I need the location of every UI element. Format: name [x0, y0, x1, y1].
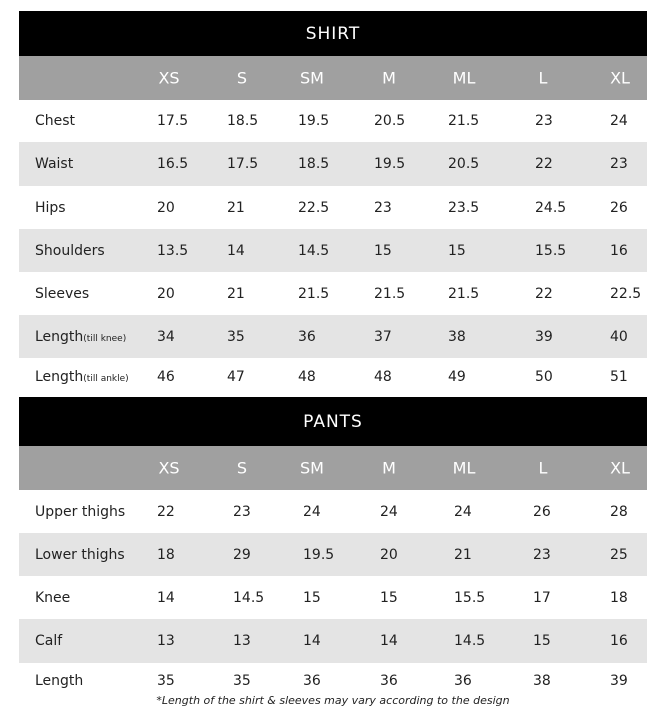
- row-label-text: Chest: [35, 113, 76, 129]
- table-cell: 14.5: [298, 242, 330, 259]
- table-cell: 15: [380, 589, 398, 606]
- shirt-size-table: [19, 11, 647, 395]
- table-cell: 17.5: [157, 113, 189, 129]
- table-cell: 19.5: [298, 113, 330, 129]
- table-cell: 20: [157, 199, 175, 216]
- table-cell: 14: [157, 589, 175, 606]
- table-row: [19, 533, 647, 576]
- table-cell: 14: [227, 242, 245, 259]
- table-cell: 28: [610, 503, 628, 520]
- shirt-size-header: [19, 56, 647, 100]
- table-cell: 22.5: [610, 285, 642, 302]
- table-cell: 14: [303, 633, 321, 649]
- table-row: [19, 229, 647, 272]
- pants-rows: [19, 490, 647, 699]
- table-cell: 23: [374, 199, 392, 216]
- table-cell: 46: [157, 368, 175, 385]
- row-label: [35, 113, 75, 129]
- shirt-size-sm: SM: [300, 68, 324, 88]
- table-cell: 35: [227, 328, 245, 345]
- table-cell: 13: [233, 633, 251, 649]
- table-cell: 38: [448, 328, 466, 345]
- row-label: [35, 369, 129, 385]
- table-cell: 26: [610, 199, 628, 216]
- pants-size-table: [19, 397, 647, 699]
- row-label-text: Lower thighs: [35, 546, 125, 563]
- table-cell: 18: [157, 546, 175, 563]
- table-cell: 13.5: [157, 242, 189, 259]
- table-cell: 48: [374, 368, 392, 385]
- row-label-text: Length: [35, 368, 84, 385]
- row-label: [35, 547, 125, 563]
- pants-size-l: L: [538, 458, 548, 478]
- pants-size-header: [19, 446, 647, 490]
- table-cell: 14.5: [454, 633, 486, 649]
- table-cell: 19.5: [374, 156, 406, 172]
- table-cell: 14: [380, 633, 398, 649]
- pants-title: PANTS: [303, 411, 363, 432]
- table-cell: 35: [233, 673, 251, 689]
- table-cell: 36: [454, 673, 472, 689]
- table-cell: 34: [157, 328, 175, 345]
- row-label-text: Calf: [35, 633, 63, 649]
- table-cell: 51: [610, 368, 628, 385]
- table-cell: 23: [233, 503, 251, 520]
- table-cell: 16.5: [157, 156, 189, 172]
- table-cell: 15: [374, 242, 392, 259]
- table-cell: 36: [380, 673, 398, 689]
- table-row: [19, 619, 647, 663]
- pants-size-sm: SM: [300, 458, 324, 478]
- row-label: [35, 286, 89, 302]
- table-cell: 21.5: [448, 113, 480, 129]
- table-cell: 13: [157, 633, 175, 649]
- table-cell: 21.5: [448, 285, 480, 302]
- table-cell: 24.5: [535, 199, 567, 216]
- table-cell: 20: [380, 546, 398, 563]
- table-cell: 18.5: [227, 113, 259, 129]
- row-label-text: Waist: [35, 156, 74, 172]
- table-cell: 21.5: [298, 285, 330, 302]
- table-cell: 24: [380, 503, 398, 520]
- row-label-text: Shoulders: [35, 242, 105, 259]
- row-label-text: Length: [35, 673, 84, 689]
- table-cell: 36: [298, 328, 316, 345]
- table-cell: 24: [610, 113, 628, 129]
- table-cell: 23: [535, 113, 553, 129]
- table-cell: 15: [533, 633, 551, 649]
- pants-size-xs: XS: [158, 458, 180, 478]
- table-cell: 47: [227, 368, 245, 385]
- table-cell: 22: [535, 156, 553, 172]
- table-cell: 18.5: [298, 156, 330, 172]
- table-cell: 21: [227, 199, 245, 216]
- row-label: [35, 329, 126, 345]
- row-label-text: Knee: [35, 589, 71, 606]
- table-cell: 20: [157, 285, 175, 302]
- table-cell: 37: [374, 328, 392, 345]
- table-cell: 21.5: [374, 285, 406, 302]
- table-cell: 48: [298, 368, 316, 385]
- shirt-rows: [19, 100, 647, 395]
- table-cell: 36: [303, 673, 321, 689]
- table-cell: 18: [610, 589, 628, 606]
- row-label: [35, 504, 125, 520]
- row-label: [35, 590, 70, 606]
- row-label-suffix: (till knee): [83, 333, 127, 344]
- table-row: [19, 100, 647, 142]
- table-cell: 23.5: [448, 199, 480, 216]
- table-row: [19, 272, 647, 315]
- shirt-size-s: S: [236, 68, 248, 88]
- pants-size-m: M: [382, 458, 396, 478]
- table-cell: 15.5: [454, 589, 486, 606]
- shirt-size-l: L: [538, 68, 548, 88]
- table-cell: 16: [610, 633, 628, 649]
- table-cell: 35: [157, 673, 175, 689]
- table-cell: 15: [303, 589, 321, 606]
- shirt-size-ml: ML: [452, 68, 476, 88]
- row-label: [35, 156, 73, 172]
- shirt-size-xl: XL: [610, 68, 630, 88]
- table-cell: 16: [610, 242, 628, 259]
- table-row: [19, 490, 647, 533]
- table-cell: 17: [533, 589, 551, 606]
- table-cell: 22: [157, 503, 175, 520]
- table-cell: 17.5: [227, 156, 259, 172]
- table-cell: 21: [227, 285, 245, 302]
- table-cell: 15.5: [535, 242, 567, 259]
- table-cell: 24: [454, 503, 472, 520]
- row-label-text: Upper thighs: [35, 503, 126, 520]
- table-cell: 20.5: [374, 113, 406, 129]
- table-cell: 21: [454, 546, 472, 563]
- pants-size-xl: XL: [610, 458, 630, 478]
- shirt-title-bar: [19, 11, 647, 56]
- table-row: [19, 142, 647, 186]
- table-cell: 20.5: [448, 156, 480, 172]
- table-cell: 40: [610, 328, 628, 345]
- shirt-size-xs: XS: [158, 68, 180, 88]
- table-cell: 25: [610, 546, 628, 563]
- table-cell: 14.5: [233, 589, 265, 606]
- row-label: [35, 633, 62, 649]
- shirt-size-m: M: [382, 68, 396, 88]
- pants-size-ml: ML: [452, 458, 476, 478]
- table-row: [19, 358, 647, 395]
- table-cell: 38: [533, 673, 551, 689]
- table-cell: 49: [448, 368, 466, 385]
- pants-title-bar: [19, 397, 647, 446]
- row-label-text: Length: [35, 328, 84, 345]
- table-cell: 22.5: [298, 199, 330, 216]
- table-cell: 15: [448, 242, 466, 259]
- row-label: [35, 243, 105, 259]
- row-label-text: Sleeves: [35, 285, 90, 302]
- table-cell: 50: [535, 368, 553, 385]
- row-label: [35, 200, 66, 216]
- table-cell: 22: [535, 285, 553, 302]
- table-cell: 23: [610, 156, 628, 172]
- table-cell: 23: [533, 546, 551, 563]
- table-cell: 24: [303, 503, 321, 520]
- shirt-title: SHIRT: [305, 23, 361, 44]
- pants-size-s: S: [236, 458, 248, 478]
- table-cell: 39: [610, 673, 628, 689]
- footnote: *Length of the shirt & sleeves may vary according to the design: [156, 694, 510, 707]
- table-cell: 26: [533, 503, 551, 520]
- row-label: [35, 673, 83, 689]
- row-label-text: Hips: [35, 199, 66, 216]
- table-row: [19, 576, 647, 619]
- table-cell: 29: [233, 546, 251, 563]
- table-cell: 19.5: [303, 546, 335, 563]
- table-cell: 39: [535, 328, 553, 345]
- row-label-suffix: (till ankle): [83, 373, 129, 384]
- table-row: [19, 315, 647, 358]
- table-row: [19, 186, 647, 229]
